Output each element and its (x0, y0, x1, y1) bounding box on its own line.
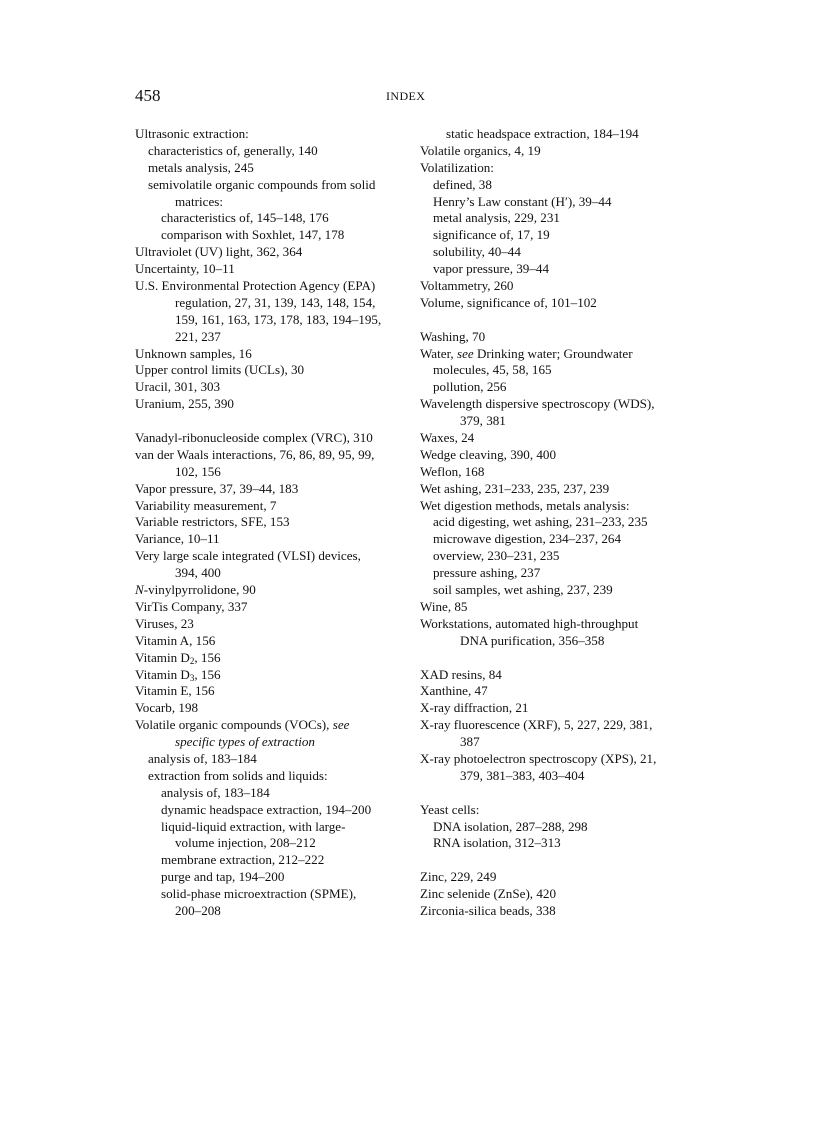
index-entry (420, 244, 690, 261)
index-entry-text: membrane extraction, 212–222 (161, 852, 325, 868)
index-entry-text: RNA isolation, 312–313 (433, 835, 561, 851)
index-entry-text: solubility, 40–44 (433, 244, 521, 260)
index-entry-text: 200–208 (175, 902, 221, 918)
index-entry-text: Vanadyl-ribonucleoside complex (VRC), 310 (135, 430, 373, 446)
index-entry (135, 802, 405, 819)
index-entry-text: Vitamin E, 156 (135, 683, 215, 699)
index-entry-text: volume injection, 208–212 (175, 835, 316, 851)
index-entry-text: comparison with Soxhlet, 147, 178 (161, 227, 345, 243)
index-entry-text: vapor pressure, 39–44 (433, 261, 549, 277)
index-entry (420, 227, 690, 244)
index-entry (420, 633, 690, 650)
index-entry (135, 768, 405, 785)
index-entry-text: acid digesting, wet ashing, 231–233, 235 (433, 514, 648, 530)
index-entry-text: U.S. Environmental Protection Agency (EPA) (135, 278, 376, 294)
index-entry-text: DNA purification, 356–358 (460, 632, 605, 648)
index-entry-text: 2 (189, 655, 195, 666)
index-entry-text: overview, 230–231, 235 (433, 548, 560, 564)
index-entry (135, 329, 405, 346)
index-entry (420, 329, 690, 346)
index-entry (135, 430, 405, 447)
index-entry-text: significance of, 17, 19 (433, 227, 550, 243)
index-column-left (135, 126, 405, 920)
index-entry-text: regulation, 27, 31, 139, 143, 148, 154, (175, 294, 376, 310)
index-entry (420, 548, 690, 565)
index-entry-text: molecules, 45, 58, 165 (433, 362, 552, 378)
index-entry (420, 160, 690, 177)
index-entry (135, 312, 405, 329)
index-entry (135, 447, 405, 464)
index-entry (420, 396, 690, 413)
index-section-gap (420, 852, 690, 869)
index-entry (420, 143, 690, 160)
index-entry (420, 768, 690, 785)
index-entry-text: 379, 381 (460, 413, 506, 429)
index-entry-text: Zinc selenide (ZnSe), 420 (420, 886, 556, 902)
index-entry-text: Zirconia-silica beads, 338 (420, 902, 556, 918)
index-entry-text: van der Waals interactions, 76, 86, 89, 95, 99, (135, 446, 375, 462)
index-entry-text: extraction from solids and liquids: (148, 767, 328, 783)
index-entry-text: liquid-liquid extraction, with large- (161, 818, 346, 834)
index-entry (420, 751, 690, 768)
index-entry (135, 160, 405, 177)
index-entry-text: 102, 156 (175, 463, 221, 479)
index-entry-text: , 156 (194, 666, 221, 682)
index-section-gap (420, 650, 690, 667)
index-entry-text: Vitamin D (135, 649, 190, 665)
index-entry-text: analysis of, 183–184 (148, 750, 257, 766)
index-entry (135, 633, 405, 650)
index-entry-text: Drinking water; Groundwater (473, 345, 633, 361)
index-entry-text: Yeast cells: (420, 801, 480, 817)
index-entry-text: Ultrasonic extraction: (135, 126, 249, 141)
index-entry (135, 379, 405, 396)
index-entry (135, 751, 405, 768)
index-entry-text: microwave digestion, 234–237, 264 (433, 531, 622, 547)
index-entry (135, 869, 405, 886)
index-section-gap (420, 312, 690, 329)
index-entry-text: Wine, 85 (420, 598, 468, 614)
index-entry (135, 194, 405, 211)
index-entry (420, 514, 690, 531)
index-entry (420, 717, 690, 734)
index-entry (420, 802, 690, 819)
index-entry-text: Ultraviolet (UV) light, 362, 364 (135, 244, 303, 260)
index-entry-text: solid-phase microextraction (SPME), (161, 886, 357, 902)
index-entry (135, 126, 405, 143)
index-entry (135, 481, 405, 498)
index-entry-text: Xanthine, 47 (420, 683, 488, 699)
index-entry-text: pollution, 256 (433, 379, 507, 395)
index-entry (135, 650, 405, 667)
index-entry (420, 481, 690, 498)
index-entry-text: Variance, 10–11 (135, 531, 220, 547)
index-entry (135, 886, 405, 903)
index-entry (420, 126, 690, 143)
index-entry (420, 430, 690, 447)
index-entry-text: 379, 381–383, 403–404 (460, 767, 585, 783)
index-entry (135, 700, 405, 717)
index-entry (420, 616, 690, 633)
index-entry-text: static headspace extraction, 184–194 (446, 126, 639, 141)
index-entry (135, 734, 405, 751)
index-entry (420, 667, 690, 684)
index-entry (135, 531, 405, 548)
index-entry-text: defined, 38 (433, 176, 492, 192)
index-entry-text: Volume, significance of, 101–102 (420, 294, 597, 310)
index-entry-text: purge and tap, 194–200 (161, 869, 285, 885)
index-entry-text: Wet digestion methods, metals analysis: (420, 497, 630, 513)
index-entry (135, 903, 405, 920)
index-entry (135, 565, 405, 582)
index-entry (135, 295, 405, 312)
index-entry-text: Variable restrictors, SFE, 153 (135, 514, 290, 530)
index-entry-text: Vocarb, 198 (135, 700, 199, 716)
index-entry-text: Vitamin D (135, 666, 190, 682)
index-entry (420, 531, 690, 548)
index-entry-text: XAD resins, 84 (420, 666, 502, 682)
index-entry-text: X-ray diffraction, 21 (420, 700, 529, 716)
index-entry (420, 295, 690, 312)
index-entry (135, 244, 405, 261)
index-entry-text: X-ray fluorescence (XRF), 5, 227, 229, 381, (420, 717, 653, 733)
index-entry (135, 464, 405, 481)
index-section-gap (420, 785, 690, 802)
page-number: 458 (135, 86, 161, 105)
index-entry (135, 227, 405, 244)
index-entry-text: Vapor pressure, 37, 39–44, 183 (135, 480, 299, 496)
index-entry-text: see (332, 717, 350, 733)
index-entry (135, 683, 405, 700)
index-entry (420, 210, 690, 227)
index-entry (135, 346, 405, 363)
index-entry-text: Unknown samples, 16 (135, 345, 252, 361)
index-entry-text: 394, 400 (175, 565, 221, 581)
index-entry-text: see (456, 345, 474, 361)
index-entry-text: metal analysis, 229, 231 (433, 210, 560, 226)
index-entry-text: pressure ashing, 237 (433, 565, 541, 581)
index-entry (420, 734, 690, 751)
index-entry-text: soil samples, wet ashing, 237, 239 (433, 582, 613, 598)
index-entry (420, 599, 690, 616)
index-entry (135, 616, 405, 633)
index-entry-text: dynamic headspace extraction, 194–200 (161, 801, 372, 817)
index-entry (135, 362, 405, 379)
index-entry-text: 221, 237 (175, 328, 221, 344)
index-entry-text: Variability measurement, 7 (135, 497, 277, 513)
index-entry (135, 667, 405, 684)
index-entry-text: Uracil, 301, 303 (135, 379, 221, 395)
index-entry (135, 819, 405, 836)
index-entry-text: Uncertainty, 10–11 (135, 261, 235, 277)
index-entry (135, 852, 405, 869)
index-entry (420, 683, 690, 700)
index-entry-text: Wet ashing, 231–233, 235, 237, 239 (420, 480, 610, 496)
index-entry (420, 582, 690, 599)
index-entry (420, 903, 690, 920)
index-entry-text: Workstations, automated high-throughput (420, 615, 639, 631)
index-entry-text: Wavelength dispersive spectroscopy (WDS), (420, 396, 655, 412)
index-entry (420, 177, 690, 194)
index-entry (420, 278, 690, 295)
index-entry (135, 548, 405, 565)
index-entry-text: -vinylpyrrolidone, 90 (143, 582, 256, 598)
index-entry-text: 3 (189, 672, 195, 683)
index-entry-text: characteristics of, 145–148, 176 (161, 210, 329, 226)
index-entry (135, 278, 405, 295)
index-entry (135, 717, 405, 734)
index-entry-text: Viruses, 23 (135, 615, 194, 631)
index-entry-text: Volatilization: (420, 159, 494, 175)
index-entry (420, 565, 690, 582)
index-entry-text: matrices: (175, 193, 223, 209)
index-entry-text: 159, 161, 163, 173, 178, 183, 194–195, (175, 311, 382, 327)
index-entry-text: Wedge cleaving, 390, 400 (420, 446, 557, 462)
index-column-right (420, 126, 690, 920)
index-entry (135, 177, 405, 194)
index-entry-text: characteristics of, generally, 140 (148, 142, 318, 158)
index-entry (135, 599, 405, 616)
index-entry (420, 835, 690, 852)
index-entry (135, 835, 405, 852)
index-entry-text: Volatile organic compounds (VOCs), (135, 717, 333, 733)
index-entry (135, 396, 405, 413)
index-entry-text: Uranium, 255, 390 (135, 396, 234, 412)
index-entry-text: Henry’s Law constant (H′), 39–44 (433, 193, 612, 209)
index-entry (420, 362, 690, 379)
index-entry (420, 886, 690, 903)
index-entry-text: Waxes, 24 (420, 430, 475, 446)
index-entry-text: analysis of, 183–184 (161, 784, 270, 800)
index-entry-text: Zinc, 229, 249 (420, 869, 497, 885)
index-entry (135, 498, 405, 515)
index-entry (135, 143, 405, 160)
index-entry-text: Water, (420, 345, 457, 361)
index-entry-text: Volatile organics, 4, 19 (420, 142, 541, 158)
index-entry (420, 413, 690, 430)
running-head: INDEX (386, 89, 426, 103)
index-entry-text: Very large scale integrated (VLSI) devices, (135, 548, 361, 564)
index-entry (420, 464, 690, 481)
index-entry (420, 261, 690, 278)
index-entry (420, 700, 690, 717)
index-entry-text: semivolatile organic compounds from solid (148, 176, 376, 192)
index-entry (420, 346, 690, 363)
index-entry (135, 785, 405, 802)
index-entry (420, 194, 690, 211)
index-entry (420, 498, 690, 515)
index-entry (420, 869, 690, 886)
index-entry (135, 582, 405, 599)
index-entry (135, 261, 405, 278)
index-entry-text: 387 (460, 734, 480, 750)
index-entry-text: Upper control limits (UCLs), 30 (135, 362, 305, 378)
index-entry-text: N (135, 582, 144, 598)
index-entry-text: X-ray photoelectron spectroscopy (XPS), 21, (420, 750, 657, 766)
index-section-gap (135, 413, 405, 430)
index-entry (420, 379, 690, 396)
index-entry-text: specific types of extraction (175, 734, 315, 750)
index-entry-text: VirTis Company, 337 (135, 598, 248, 614)
index-entry-text: Voltammetry, 260 (420, 278, 514, 294)
index-entry-text: Weflon, 168 (420, 463, 485, 479)
index-entry-text: Vitamin A, 156 (135, 632, 216, 648)
index-entry (420, 819, 690, 836)
index-entry (135, 210, 405, 227)
index-entry (420, 447, 690, 464)
index-entry-text: metals analysis, 245 (148, 159, 254, 175)
index-entry-text: , 156 (194, 649, 221, 665)
index-entry-text: Washing, 70 (420, 328, 486, 344)
index-entry-text: DNA isolation, 287–288, 298 (433, 818, 588, 834)
index-entry (135, 514, 405, 531)
